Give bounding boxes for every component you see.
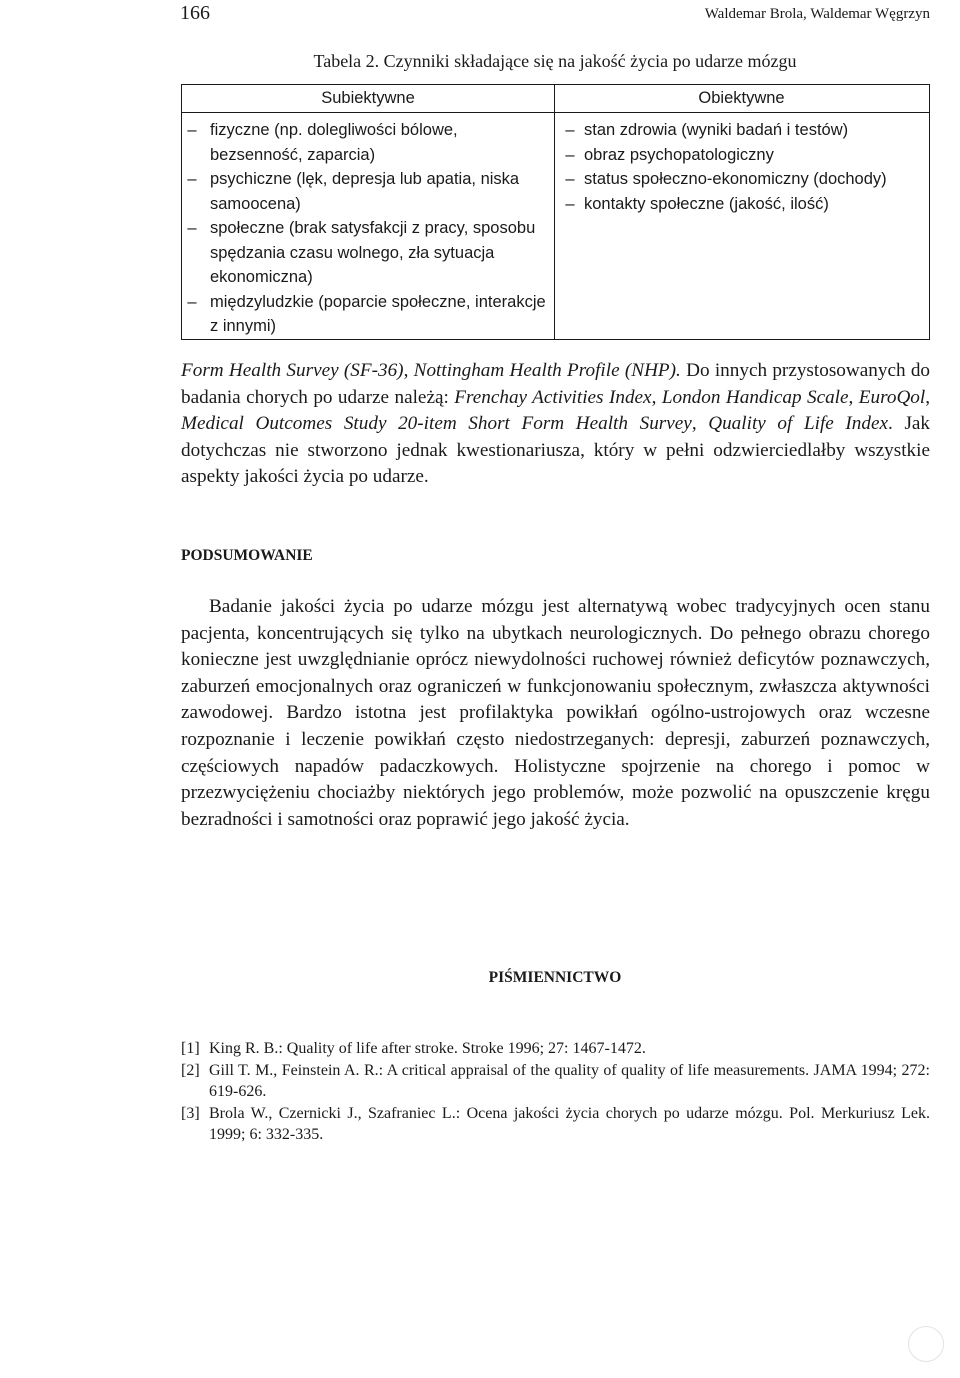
list-item-text: międzyludzkie (poparcie społeczne, interakcje z innymi)	[210, 292, 546, 335]
list-item-text: fizyczne (np. dolegliwości bólowe, bezsenność, zaparcia)	[210, 121, 458, 164]
reference-number: [3]	[181, 1104, 200, 1122]
paragraph-text: Do innych przystosowanych do badania chorych po udarze należą:	[181, 360, 931, 408]
instrument-name: EuroQol	[858, 386, 926, 408]
objective-list	[560, 118, 929, 216]
instrument-name: London Handicap Scale	[661, 386, 849, 408]
table-caption: Tabela 2. Czynniki składające się na jakość życia po udarze mózgu	[313, 51, 797, 71]
reference-text: Gill T. M., Feinstein A. R.: A critical appraisal of the quality of quality of life measurements. JAMA 1994; 272: 619-626.	[209, 1061, 930, 1100]
instrument-name: Frenchay Activities Index	[454, 386, 652, 408]
reference-item	[181, 1103, 930, 1146]
list-item-text: stan zdrowia (wyniki badań i testów)	[584, 121, 849, 139]
dash-bullet: –	[187, 292, 197, 311]
reference-number: [2]	[181, 1061, 200, 1079]
list-item	[182, 167, 554, 216]
reference-list	[181, 1038, 930, 1146]
factors-table	[181, 84, 930, 340]
dash-bullet: –	[187, 121, 197, 139]
references-heading: PIŚMIENNICTWO	[488, 969, 622, 986]
dash-bullet: –	[565, 194, 575, 213]
dash-bullet: –	[565, 145, 575, 164]
list-item	[182, 216, 554, 290]
corner-watermark-icon	[908, 1326, 944, 1362]
list-item-text: społeczne (brak satysfakcji z pracy, sposobu spędzania czasu wolnego, zła sytuacja ekonomiczna)	[210, 219, 536, 286]
list-item	[182, 290, 554, 339]
summary-heading: PODSUMOWANIE	[181, 547, 313, 564]
summary-paragraph: Badanie jakości życia po udarze mózgu jest alternatywą wobec tradycyjnych ocen stanu pacjenta, koncentrujących się tylko na ubytkach neurologicznych. Do pełnego obrazu chorego konieczne jest uwzględnianie oprócz niewydolności ruchowej również deficytów poznawczych, zaburzeń emocjonalnych oraz ograniczeń w funkcjonowaniu społecznym, zwłaszcza aktywności zawodowej. Bardzo istotna jest profilaktyka powikłań ogólno-ustrojowych oraz wczesne rozpoznanie i leczenie powikłań często niedostrzeganych: depresji, zaburzeń poznawczych, częściowych napadów padaczkowych. Holistyczne spojrzenie na chorego i pomoc w przezwyciężeniu chociażby niektórych jego problemów, może pozwolić na opuszczenie kręgu bezradności i samotności oraz poprawić jego jakość życia.	[181, 596, 930, 830]
reference-text: Brola W., Czernicki J., Szafraniec L.: Ocena jakości życia chorych po udarze mózgu. Pol. Merkuriusz Lek. 1999; 6: 332-335.	[209, 1104, 930, 1143]
instrument-name: Quality of Life Index	[708, 413, 889, 435]
dash-bullet: –	[565, 170, 575, 188]
paragraph-text: ,	[403, 360, 414, 381]
list-item	[560, 167, 929, 192]
instrument-name: Medical Outcomes Study 20-item Short Form Health Survey	[181, 413, 692, 435]
page-number: 166	[180, 2, 210, 24]
reference-item	[181, 1060, 930, 1103]
questionnaires-paragraph	[181, 358, 930, 491]
list-item	[560, 118, 929, 143]
paragraph-text: ,	[651, 386, 662, 408]
list-item-text: status społeczno-ekonomiczny (dochody)	[584, 170, 887, 188]
dash-bullet: –	[187, 170, 197, 188]
paragraph-text: ,	[691, 413, 709, 435]
list-item	[560, 192, 929, 217]
paragraph-text: ,	[848, 386, 859, 408]
table-column-divider	[554, 112, 555, 339]
paragraph-text: . Jak dotychczas nie stworzono jednak kwestionariusza, który w pełni odzwierciedlałby wszystkie aspekty jakości życia po udarze.	[181, 413, 931, 488]
instrument-name: Nottingham Health Profile (NHP).	[413, 360, 681, 381]
reference-item	[181, 1038, 930, 1060]
table-header-objective: Obiektywne	[554, 85, 929, 113]
reference-text: King R. B.: Quality of life after stroke. Stroke 1996; 27: 1467-1472.	[209, 1040, 646, 1057]
dash-bullet: –	[187, 219, 197, 237]
paragraph-text: ,	[925, 386, 931, 408]
list-item	[182, 118, 554, 167]
table-header-subjective: Subiektywne	[182, 85, 555, 113]
instrument-name: Form Health Survey (SF-36)	[181, 360, 404, 381]
list-item-text: psychiczne (lęk, depresja lub apatia, niska samoocena)	[210, 170, 520, 213]
list-item	[560, 143, 929, 168]
reference-number: [1]	[181, 1040, 200, 1057]
list-item-text: obraz psychopatologiczny	[584, 145, 774, 164]
running-head-authors: Waldemar Brola, Waldemar Węgrzyn	[704, 6, 930, 22]
subjective-list	[182, 118, 554, 339]
list-item-text: kontakty społeczne (jakość, ilość)	[584, 194, 829, 213]
dash-bullet: –	[565, 121, 575, 139]
